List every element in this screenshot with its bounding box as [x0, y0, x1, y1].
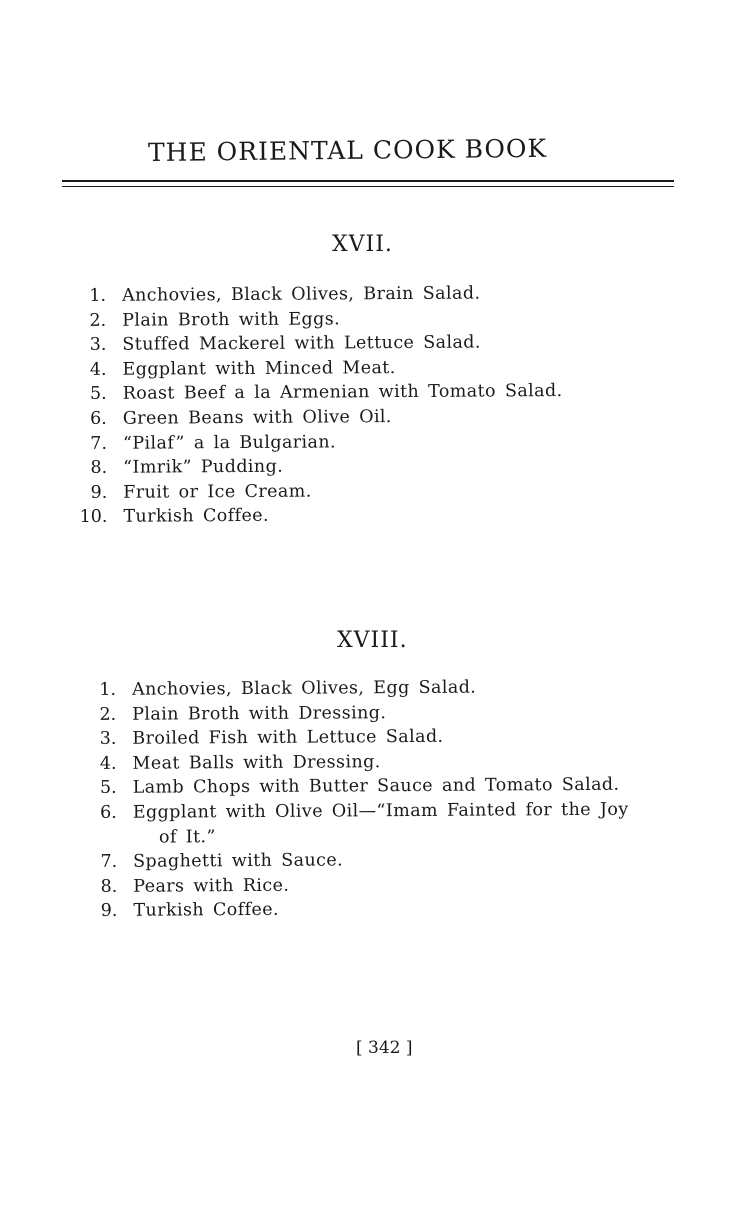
list-item — [87, 896, 697, 924]
item-number: 5. — [89, 384, 107, 405]
item-text: Meat Balls with Dressing. — [132, 751, 381, 774]
list-item — [86, 748, 696, 776]
item-text: “Pilaf” a la Bulgarian. — [122, 431, 337, 454]
list-item — [87, 797, 697, 850]
item-number: 7. — [90, 433, 108, 454]
header-rule-thin — [62, 186, 674, 187]
list-item — [77, 502, 637, 530]
list-item — [76, 281, 636, 309]
list-item — [86, 699, 696, 727]
item-number: 9. — [100, 901, 118, 922]
item-text: Green Beans with Olive Oil. — [122, 407, 392, 429]
item-text: Lamb Chops with Butter Sauce and Tomato Salad. — [132, 775, 620, 799]
list-item — [76, 305, 636, 333]
item-text: Eggplant with Minced Meat. — [122, 357, 396, 380]
item-text: Fruit or Ice Cream. — [123, 481, 312, 503]
item-number: 3. — [89, 335, 107, 356]
item-number: 1. — [99, 679, 117, 700]
item-text: Anchovies, Black Olives, Egg Salad. — [132, 677, 477, 700]
item-text: Broiled Fish with Lettuce Salad. — [132, 727, 444, 749]
page-number: [ 342 ] — [356, 1038, 413, 1058]
item-text: “Imrik” Pudding. — [123, 456, 284, 478]
menu-list-xvii — [76, 281, 637, 530]
item-number: 4. — [99, 753, 117, 774]
list-item — [87, 773, 697, 801]
item-text: Spaghetti with Sauce. — [133, 850, 344, 872]
item-number: 7. — [100, 851, 118, 873]
item-text: Stuffed Mackerel with Lettuce Salad. — [122, 332, 481, 355]
list-item — [87, 871, 697, 899]
list-item — [77, 477, 637, 505]
running-title: THE ORIENTAL COOK BOOK — [147, 133, 548, 167]
item-number: 6. — [90, 408, 107, 429]
item-text-line1: Eggplant with Olive Oil—“Imam Fainted for the Joy — [132, 799, 629, 823]
item-text: Anchovies, Black Olives, Brain Salad. — [122, 283, 481, 306]
item-text: Turkish Coffee. — [133, 900, 279, 922]
item-text: Roast Beef a la Armenian with Tomato Salad. — [122, 381, 563, 405]
list-item — [77, 379, 637, 407]
list-item — [77, 404, 637, 432]
item-text: Plain Broth with Dressing. — [132, 702, 387, 725]
item-number: 5. — [99, 778, 117, 799]
menu-numeral-xviii: XVIII. — [337, 628, 408, 653]
item-number: 9. — [90, 482, 108, 503]
list-item — [77, 453, 637, 481]
list-item — [87, 846, 697, 874]
item-number: 6. — [100, 802, 117, 823]
list-item — [86, 723, 696, 751]
item-number: 2. — [99, 704, 117, 725]
item-number: 8. — [100, 876, 118, 897]
item-text: Plain Broth with Eggs. — [122, 308, 341, 331]
item-number: 2. — [89, 310, 107, 331]
list-item — [86, 674, 696, 702]
item-number: 10. — [79, 507, 108, 528]
item-number: 8. — [90, 457, 108, 479]
item-text: Pears with Rice. — [133, 875, 290, 897]
list-item — [76, 330, 636, 358]
menu-numeral-xvii: XVII. — [332, 232, 393, 257]
item-number: 3. — [99, 729, 117, 750]
item-text: Turkish Coffee. — [123, 506, 269, 528]
list-item — [76, 354, 636, 382]
item-text — [133, 797, 685, 850]
list-item — [77, 428, 637, 456]
header-rule-thick — [62, 180, 674, 182]
item-number: 1. — [89, 285, 107, 306]
item-text-line2: of It.” — [158, 826, 216, 848]
item-number: 4. — [89, 359, 107, 380]
menu-list-xviii — [86, 674, 697, 924]
